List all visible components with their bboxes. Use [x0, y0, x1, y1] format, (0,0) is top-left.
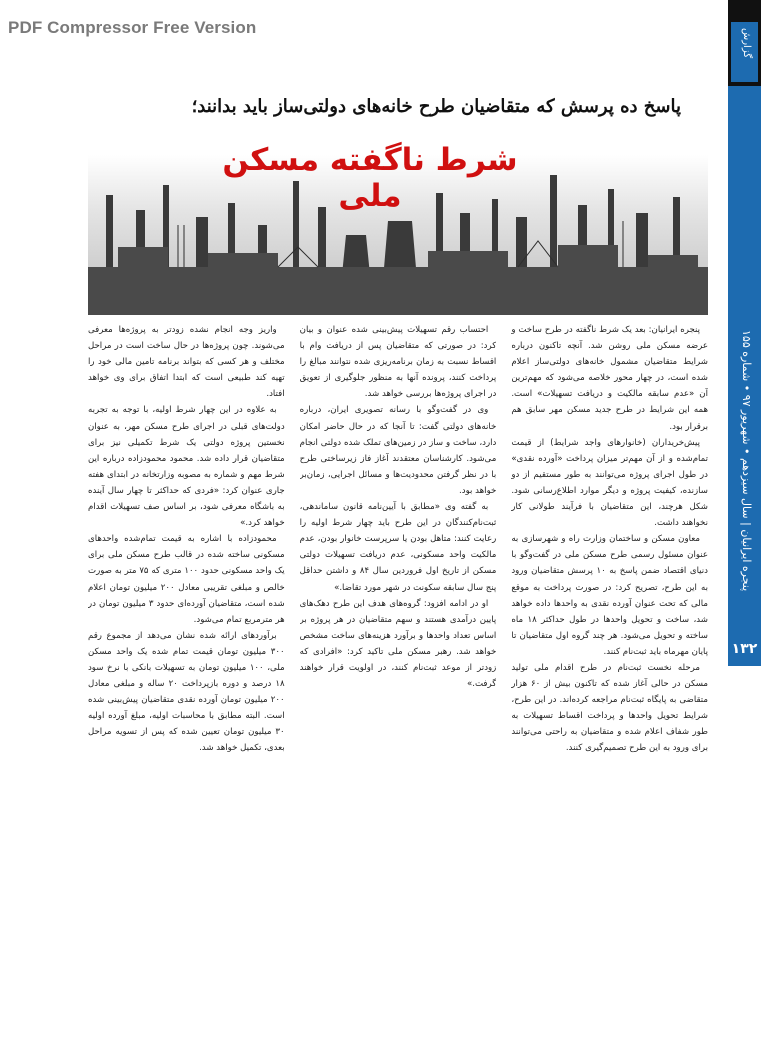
article-title: شرط ناگفته مسکن ملی — [222, 142, 518, 214]
side-section-label: گزارش — [741, 28, 752, 59]
article-body — [88, 322, 708, 954]
paragraph: پیش‌خریداران (خانوارهای واجد شرایط) از قیمت تمام‌شده و از آن مهم‌تر میزان پرداخت «آورده نقدی» در طول اجرای پروژه می‌توانند به طور مستقیم از دو سازنده، کیفیت پروژه و دیگر موارد اطلاع‌رسانی شود. شکل هرچند، این متقاضیان با فرآیند طولانی کار نخواهند داشت. — [511, 437, 708, 529]
paragraph: معاون مسکن و ساختمان وزارت راه و شهرسازی به عنوان مسئول رسمی طرح مسکن ملی در گفت‌وگو با دنیای اقتصاد ضمن پاسخ به ۱۰ پرسش متقاضیان ورود به این طرح، تصریح کرد: در صورت پرداخت به موقع مالی که تحت عنوان آورده نقدی به واحدها داده خواهد شد، ساخت و تحویل واحدها در طول حداکثر ۱۸ ماه ساخته و تحویل می‌شود. هر چند گروه اول متقاضیان تا پایان مهرماه باید ثبت‌نام کنند. — [511, 534, 708, 657]
paragraph: پنجره ایرانیان: بعد یک شرط ناگفته در طرح ساخت و عرضه مسکن ملی روشن شد. آنچه تاکنون درباره شرایط متقاضیان مشمول خانه‌های دولتی‌ساز اعلام شده است، در چهار محور خلاصه می‌شود که مهم‌ترین آن «عدم سابقه مالکیت و دریافت تسهیلات» است. همه این شرایط در طرح جدید مسکن مهر سابق هم برقرار بود. — [511, 325, 708, 432]
paragraph: برآوردهای ارائه شده نشان می‌دهد از مجموع رقم ۳۰۰ میلیون تومان قیمت تمام شده یک واحد مسکن ملی، ۱۰۰ میلیون تومان به تسهیلات بانکی با نرخ سود ۱۸ درصد و دوره بازپرداخت ۲۰ ساله و مبلغی معادل ۲۰۰ میلیون تومان آورده نقدی متقاضیان پیش‌بینی شده است. البته مطابق با محاسبات اولیه، مبلغ آورده اولیه ۳۰ میلیون تومان تعیین شده که پس از تسویه مراحل بعدی، تکمیل خواهد شد. — [87, 630, 285, 754]
paragraph: به گفته وی «مطابق با آیین‌نامه قانون ساماندهی، ثبت‌نام‌کنندگان در این طرح باید چهار شرط اولیه را رعایت کنند: متاهل بودن یا سرپرست خانوار بودن، عدم مالکیت واحد مسکونی، عدم دریافت تسهیلات دولتی مسکن از تاریخ اول فروردین سال ۸۴ و داشتن حداقل پنج سال سابقه سکونت در شهر مورد تقاضا.» — [299, 502, 497, 593]
paragraph: واریز وجه انجام نشده زودتر به پروژه‌ها معرفی می‌شوند. چون پروژه‌ها در حال ساخت است در مراحل مختلف و هر کسی که بتواند برنامه تامین مالی خود را تهیه کند طبیعی است که ابتدا اتفاق برای وی خواهد افتاد. — [87, 325, 285, 400]
paragraph: وی در گفت‌وگو با رسانه تصویری ایران، درباره خانه‌های دولتی گفت: تا آنجا که در حال حاضر امکان دارد، ساخت و ساز در زمین‌های تملک شده دولتی انجام می‌شود. کارشناسان معتقدند آغاز فاز زیرساختی طرح با در نظر گرفتن محدودیت‌ها و مسائل اجرایی، زمان‌بر خواهد بود. — [299, 405, 497, 496]
watermark-text: PDF Compressor Free Version — [8, 18, 257, 37]
page-number: ۱۳۲ — [728, 634, 761, 664]
paragraph: احتساب رقم تسهیلات پیش‌بینی شده عنوان و بیان کرد: در صورتی که متقاضیان پس از دریافت وام با اقساط نسبت به زمان برنامه‌ریزی شده نتوانند مبالغ را پرداخت کنند، پرونده آنها به منظور جلوگیری از تعویق در اجرای پروژه‌ها بررسی خواهد شد. — [299, 325, 497, 400]
article-column-2 — [300, 322, 497, 954]
paragraph: او در ادامه افزود: گروه‌های هدف این طرح دهک‌های پایین درآمدی هستند و سهم متقاضیان در هر پروژه بر اساس تعداد واحدها و برآورد هزینه‌های ساخت مشخص خواهد شد. رهبر مسکن ملی تاکید کرد: «افرادی که زودتر از موعد ثبت‌نام کنند، در اولویت قرار خواهند گرفت.» — [299, 598, 497, 690]
article-column-3 — [88, 322, 285, 954]
side-bar — [728, 0, 761, 1045]
article-column-1 — [511, 322, 708, 954]
paragraph: محمودزاده با اشاره به قیمت تمام‌شده واحدهای مسکونی ساخته شده در قالب طرح مسکن ملی برای یک واحد مسکونی حدود ۱۰۰ متری که ۷۵ متر به صورت خالص و مبلغی تقریبی معادل ۲۰۰ میلیون تومان اعلام شده است، متقاضیان آورده‌ای حدود ۳ میلیون تومان در هر مترمربع تمام می‌شود. — [87, 534, 285, 625]
paragraph: به علاوه در این چهار شرط اولیه، با توجه به تجربه دولت‌های قبلی در اجرای طرح مسکن مهر، به عنوان نخستین پروژه دولتی یک شرط تکمیلی نیز برای متقاضیان قرار داده شد. محمود محمودزاده درباره این شرط مهم و شماره به مصوبه وزارتخانه در ابتدای هفته جاری عنوان کرد: «فردی که حداکثر تا چهار سال آینده به باشگاه معرفی شود، بر اساس صف تسهیلات اقدام خواهد کرد.» — [87, 405, 285, 529]
paragraph: مرحله نخست ثبت‌نام در طرح اقدام ملی تولید مسکن در حالی آغاز شده که تاکنون بیش از ۶۰ هزار متقاضی به پایگاه ثبت‌نام مراجعه کرده‌اند. در این طرح، شرایط تحویل واحدها و پرداخت اقساط تسهیلات به طور شفاف اعلام شده و متقاضیان به راحتی می‌توانند برای ورود به این طرح تصمیم‌گیری کنند. — [511, 662, 708, 754]
side-issue-label: پنجره ایرانیان | سال سیزدهم • شهریور ۹۷ • شماره ۱۵۵ — [740, 330, 753, 592]
article-headline: پاسخ ده پرسش که متقاضیان طرح خانه‌های دولتی‌ساز باید بدانند؛ — [191, 96, 681, 117]
